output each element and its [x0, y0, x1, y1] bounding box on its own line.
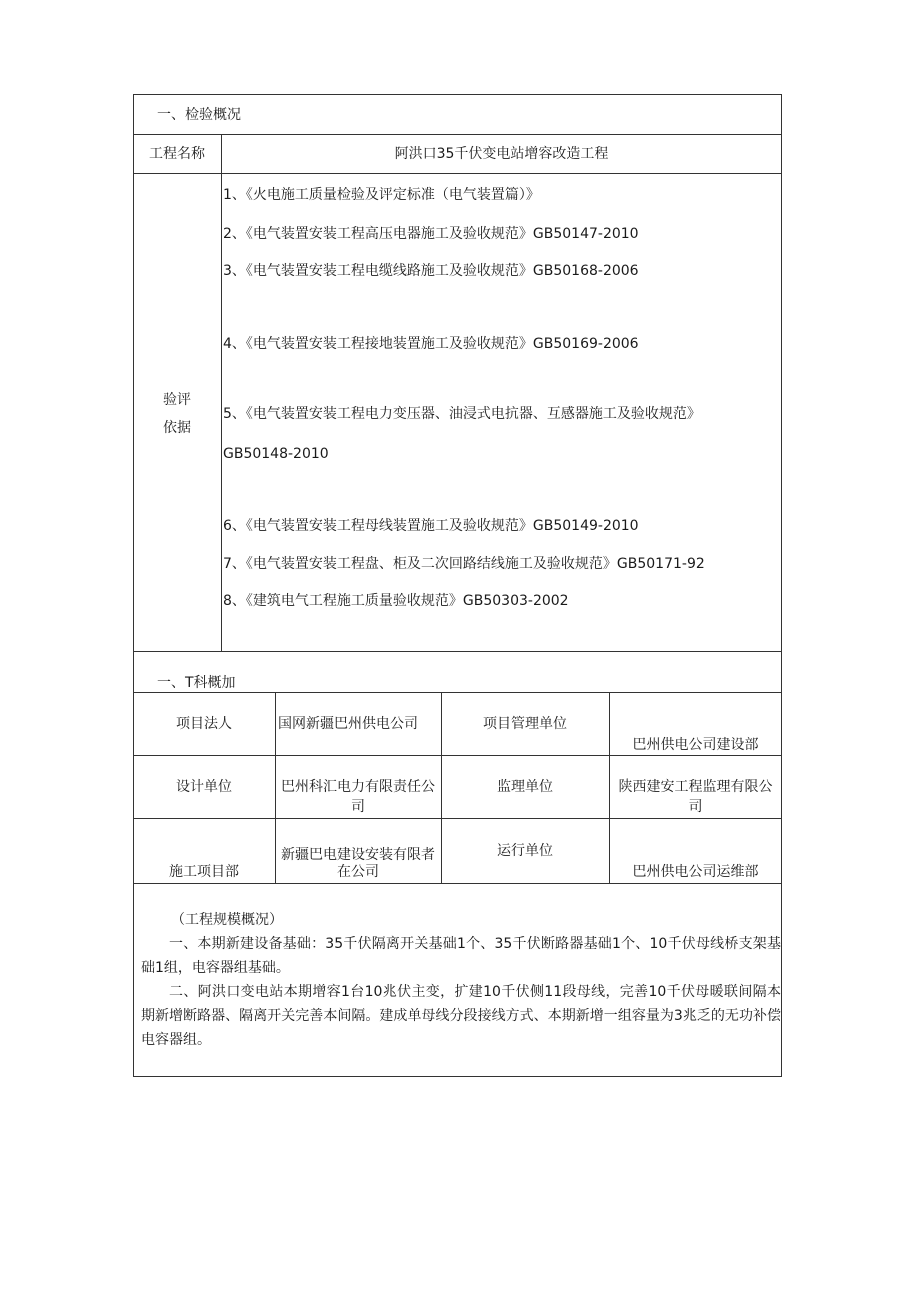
design-unit-value: 巴州科汇电力有限责任公: [281, 779, 435, 795]
construction-dept-value: 在公司: [337, 864, 379, 880]
supervision-value: 司: [688, 799, 703, 815]
divider: [133, 818, 782, 819]
construction-dept-value: 新疆巴电建设安装有限者: [281, 847, 435, 863]
project-management-label: 项目管理单位: [483, 716, 567, 732]
basis-item: 8、《建筑电气工程施工质量验收规范》GB50303-2002: [223, 593, 569, 609]
construction-dept-label: 施工项目部: [169, 864, 239, 880]
divider: [133, 134, 782, 135]
basis-item: 2、《电气装置安装工程高压电器施工及验收规范》GB50147-2010: [223, 226, 639, 242]
basis-item: 5、《电气装置安装工程电力变压器、油浸式电抗器、互感器施工及验收规范》: [223, 406, 701, 422]
basis-item: 4、《电气装置安装工程接地装置施工及验收规范》GB50169-2006: [223, 336, 639, 352]
project-management-value: 巴州供电公司建设部: [632, 737, 759, 753]
operation-unit-label: 运行单位: [497, 843, 553, 859]
basis-item: 7、《电气装置安装工程盘、柜及二次回路结线施工及验收规范》GB50171-92: [223, 556, 705, 572]
divider: [133, 651, 782, 652]
basis-item: 1、《火电施工质量检验及评定标准（电气装置篇）》: [223, 187, 540, 203]
project-name: 阿洪口35千伏变电站增容改造工程: [394, 146, 609, 162]
divider: [133, 755, 782, 756]
overview-text: [141, 932, 781, 1052]
supervision-label: 监理单位: [497, 779, 553, 795]
basis-item: 3、《电气装置安装工程电缆线路施工及验收规范》GB50168-2006: [223, 263, 639, 279]
basis-item: GB50148-2010: [223, 446, 329, 462]
overview-title: （工程规模概况）: [171, 912, 283, 928]
design-unit-value: 司: [351, 799, 365, 815]
overview-paragraph: 二、阿洪口变电站本期增容1台10兆伏主变，扩建10千伏侧11段母线，完善10千伏母暖联间隔本期新增断路器、隔离开关完善本间隔。建成单母线分段接线方式、本期新增一组容量为3兆乏的无功补偿电容器组。: [141, 984, 781, 1048]
project-name-label: 工程名称: [149, 146, 205, 162]
overview-paragraph: 一、本期新建设备基础：35千伏隔离开关基础1个、35千伏断路器基础1个、10千伏母线桥支架基础1组，电容器组基础。: [141, 936, 781, 976]
basis-label: 验评: [163, 392, 191, 408]
supervision-value: 陕西建安工程监理有限公: [618, 779, 773, 795]
divider: [221, 134, 222, 651]
section-heading: 一、T科概加: [157, 675, 236, 691]
basis-label: 依据: [163, 420, 191, 436]
section-heading: 一、检验概况: [157, 107, 241, 123]
divider: [133, 883, 782, 884]
divider: [133, 692, 782, 693]
project-owner-label: 项目法人: [176, 716, 232, 732]
design-unit-label: 设计单位: [176, 779, 232, 795]
divider: [133, 173, 782, 174]
operation-unit-value: 巴州供电公司运维部: [632, 864, 759, 880]
basis-item: 6、《电气装置安装工程母线装置施工及验收规范》GB50149-2010: [223, 518, 639, 534]
project-owner-value: 国网新疆巴州供电公司: [278, 716, 418, 732]
